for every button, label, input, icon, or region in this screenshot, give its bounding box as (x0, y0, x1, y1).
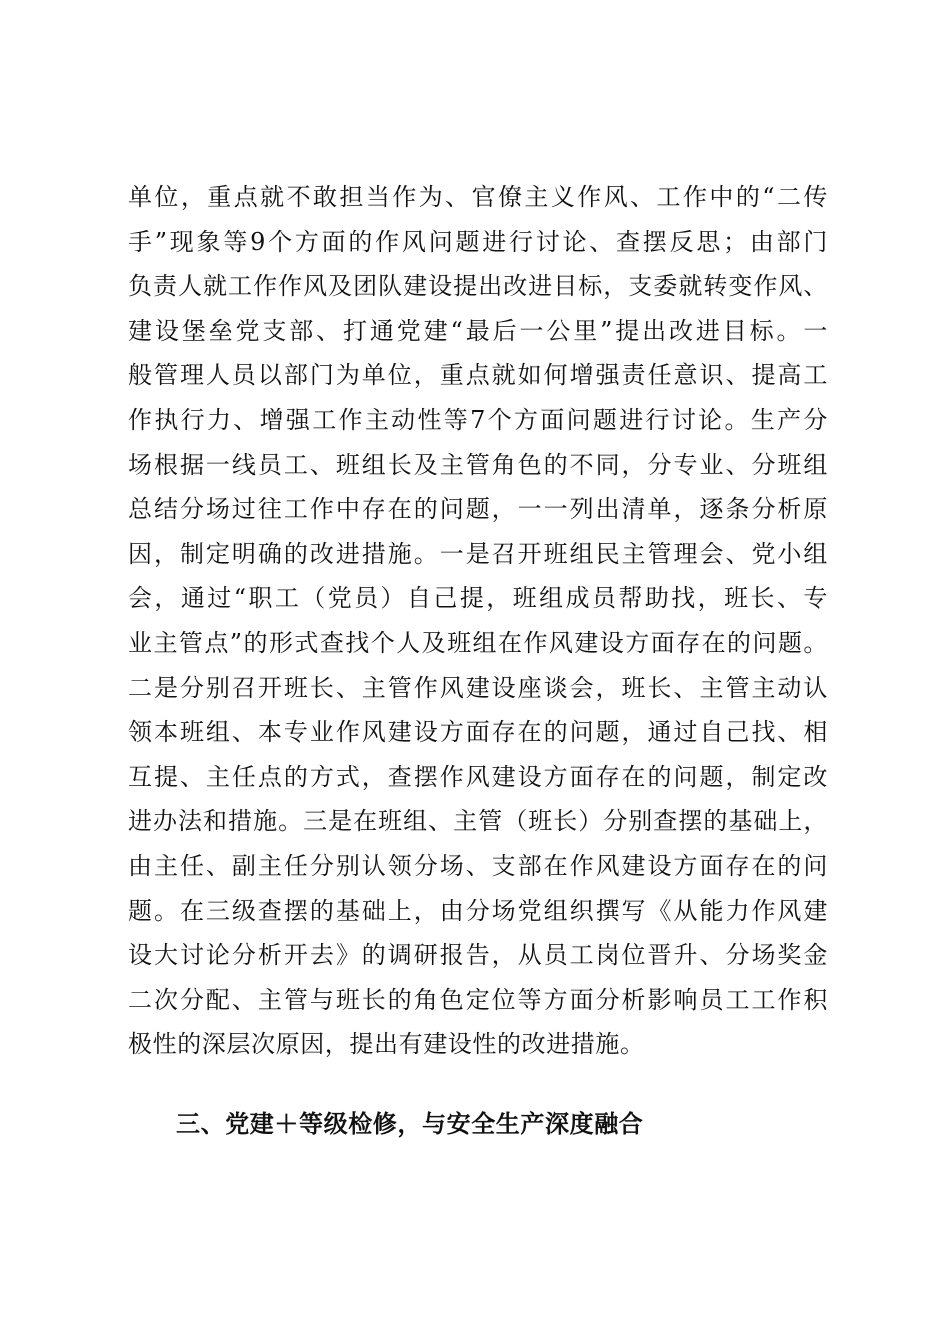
body-paragraph (128, 175, 828, 1067)
paragraph-line-20: 极性的深层次原因，提出有建设性的改进措施。 (128, 1030, 645, 1059)
paragraph-line-1: 单位，重点就不敢担当作为、官僚主义作风、工作中的“二传 (128, 183, 828, 211)
paragraph-line-11: 业主管点”的形式查找个人及班组在作风建设方面存在的问题。 (128, 628, 828, 657)
paragraph-line-10: 会，通过“职工（党员）自己提，班组成员帮助找，班长、专 (128, 584, 828, 613)
paragraph-line-18: 设大讨论分析开去》的调研报告，从员工岗位晋升、分场奖金 (128, 941, 828, 970)
paragraph-line-9: 因，制定明确的改进措施。一是召开班组民主管理会、党小组 (128, 539, 828, 568)
paragraph-line-17: 题。在三级查摆的基础上，由分场党组织撰写《从能力作风建 (128, 896, 828, 925)
paragraph-line-19: 二次分配、主管与班长的角色定位等方面分析影响员工工作积 (128, 985, 828, 1014)
paragraph-line-16: 由主任、副主任分别认领分场、支部在作风建设方面存在的问 (128, 851, 828, 880)
paragraph-line-2: 手”现象等9个方面的作风问题进行讨论、查摆反思；由部门 (128, 227, 828, 256)
paragraph-line-3: 负责人就工作作风及团队建设提出改进目标，支委就转变作风、 (128, 272, 828, 301)
paragraph-line-4: 建设堡垒党支部、打通党建“最后一公里”提出改进目标。一 (128, 316, 828, 345)
paragraph-line-13: 领本班组、本专业作风建设方面存在的问题，通过自己找、相 (128, 718, 828, 747)
section-heading: 三、党建＋等级检修，与安全生产深度融合 (176, 1110, 644, 1138)
paragraph-line-8: 总结分场过往工作中存在的问题，一一列出清单，逐条分析原 (128, 495, 828, 524)
paragraph-line-6: 作执行力、增强工作主动性等7个方面问题进行讨论。生产分 (128, 405, 828, 434)
paragraph-line-12: 二是分别召开班长、主管作风建设座谈会，班长、主管主动认 (128, 673, 828, 702)
paragraph-line-14: 互提、主任点的方式，查摆作风建设方面存在的问题，制定改 (128, 762, 828, 791)
paragraph-line-5: 般管理人员以部门为单位，重点就如何增强责任意识、提高工 (128, 361, 828, 390)
paragraph-line-7: 场根据一线员工、班组长及主管角色的不同，分专业、分班组 (128, 450, 828, 479)
paragraph-line-15: 进办法和措施。三是在班组、主管（班长）分别查摆的基础上， (128, 807, 828, 836)
